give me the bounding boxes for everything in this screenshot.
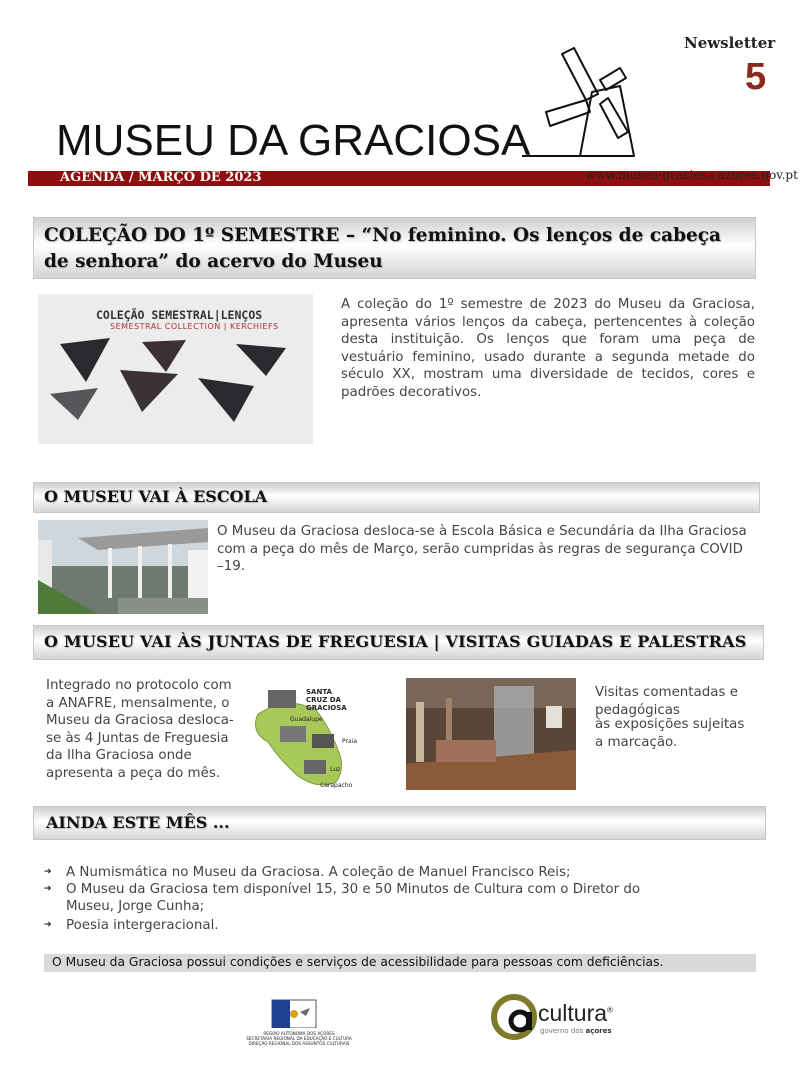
accessibility-notice: O Museu da Graciosa possui condições e serviços de acessibilidade para pessoas com deficiências.: [44, 954, 756, 972]
agenda-date: AGENDA / MARÇO DE 2023: [60, 170, 262, 185]
ainda-list: [44, 864, 664, 934]
escola-banner: [33, 482, 760, 513]
cultura-subtitle: governo dos açores: [540, 1027, 612, 1035]
school-photo: [38, 520, 208, 614]
escola-text: O Museu da Graciosa desloca-se à Escola Básica e Secundária da Ilha Graciosa com a peça do mês de Março, serão cumpridas às regras de segurança COVID –19.: [217, 524, 747, 574]
map-label-luz: Luz: [330, 766, 341, 773]
cultura-logo: [490, 994, 630, 1040]
map-label-carapacho: Carapacho: [320, 782, 353, 789]
juntas-text-right-2: às exposições sujeitas a marcação.: [595, 717, 745, 750]
ainda-title: AINDA ESTE MÊS ...: [46, 813, 230, 832]
region-line-1: REGIÃO AUTÓNOMA DOS AÇORES: [263, 1031, 335, 1036]
azores-government-logo: [244, 998, 354, 1048]
newsletter-number: 5: [745, 56, 767, 98]
colecao-banner: [33, 217, 756, 279]
school-illustration: [38, 520, 208, 614]
exhibition-photo: [406, 678, 576, 790]
list-item: ➔ O Museu da Graciosa tem disponível 15, 30 e 50 Minutos de Cultura com o Diretor do Museu, Jorge Cunha;: [44, 881, 664, 915]
colecao-text: A coleção do 1º semestre de 2023 do Museu da Graciosa, apresenta vários lenços da cabeça, pertencentes à coleção desta instituição. Os lenços que foram uma peça de vestuário feminino, usado durante a segunda metade do século XX, mostram uma diversidade de tecidos, cores e padrões decorativos.: [341, 297, 755, 400]
ainda-banner: [33, 806, 766, 840]
map-label-guadalupe: Guadalupe: [290, 716, 323, 723]
map-label-praia: Praia: [342, 738, 357, 745]
windmill-logo-icon: [522, 40, 642, 164]
graciosa-map: [246, 680, 357, 792]
kerchiefs-photo: [38, 294, 313, 444]
juntas-title: O MUSEU VAI ÀS JUNTAS DE FREGUESIA | VISITAS GUIADAS E PALESTRAS: [44, 632, 747, 651]
kerchiefs-illustration: [38, 294, 313, 444]
exhibition-illustration: [406, 678, 576, 790]
escola-title: O MUSEU VAI À ESCOLA: [44, 487, 268, 506]
website-link[interactable]: www.museu-graciosa.azores.gov.pt: [585, 168, 798, 182]
cultura-symbol-icon: [490, 994, 540, 1040]
cultura-word: cultura®: [538, 1000, 613, 1026]
list-item: ➔ A Numismática no Museu da Graciosa. A coleção de Manuel Francisco Reis;: [44, 864, 664, 881]
juntas-text-left: Integrado no protocolo com a ANAFRE, mensalmente, o Museu da Graciosa desloca-se às 4 Juntas de Freguesia da Ilha Graciosa onde apresenta a peça do mês.: [46, 678, 234, 781]
region-line-2: SECRETARIA REGIONAL DA EDUCAÇÃO E CULTURA: [246, 1036, 352, 1041]
region-line-3: DIREÇÃO REGIONAL DOS ASSUNTOS CULTURAIS: [248, 1041, 350, 1046]
newsletter-label: Newsletter: [684, 34, 776, 52]
colecao-title: COLEÇÃO DO 1º SEMESTRE – “No feminino. Os lenços de cabeça de senhora” do acervo do Museu: [44, 225, 722, 272]
photo-caption-main: COLEÇÃO SEMESTRAL|LENÇOS: [96, 308, 263, 322]
juntas-banner: [33, 625, 764, 660]
azores-flag-icon: [244, 998, 354, 1028]
list-item: ➔ Poesia intergeracional.: [44, 917, 664, 934]
photo-caption-sub: SEMESTRAL COLLECTION | KERCHIEFS: [110, 322, 279, 331]
map-label-santa-cruz: SANTA CRUZ DA GRACIOSA: [306, 688, 347, 712]
juntas-text-right-1: Visitas comentadas e pedagógicas: [595, 685, 738, 718]
museum-title: MUSEU DA GRACIOSA: [56, 116, 531, 165]
